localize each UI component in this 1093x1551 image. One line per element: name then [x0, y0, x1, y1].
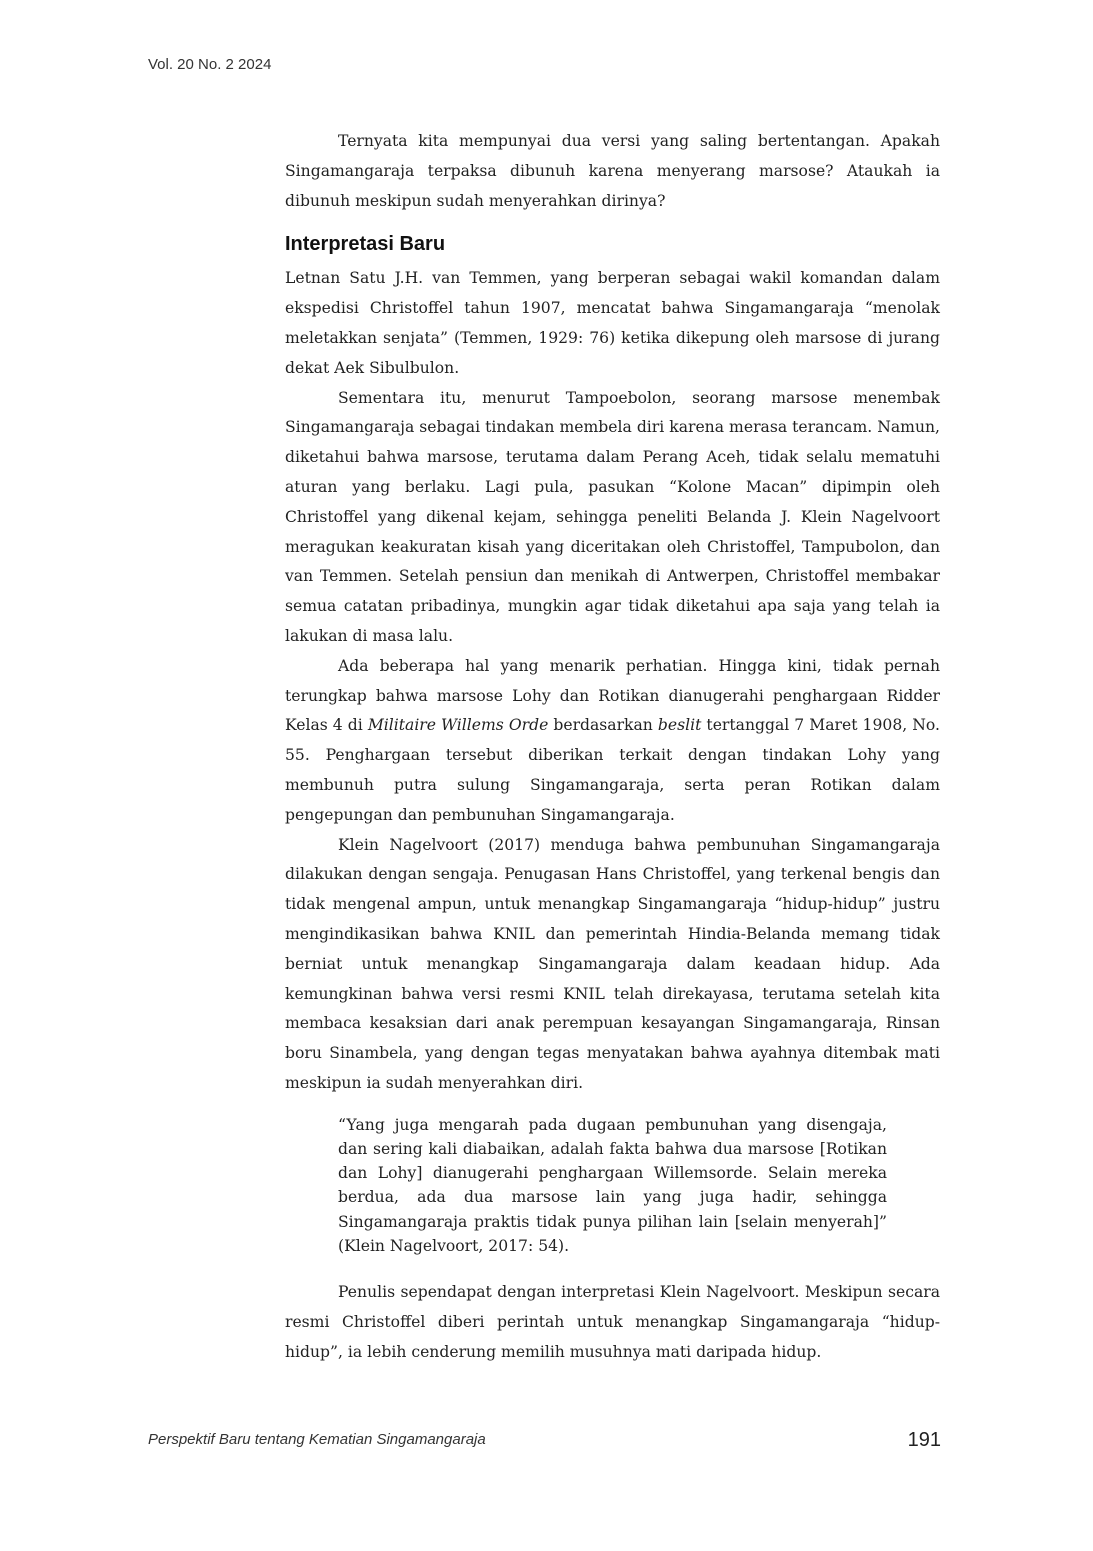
section-heading: Interpretasi Baru — [285, 233, 446, 256]
paragraph-intro: Ternyata kita mempunyai dua versi yang saling bertentangan. Apakah Singamangaraja terpaksa dibunuh karena menyerang marsose? Ataukah ia dibunuh meskipun sudah menyerahkan dirinya? — [285, 132, 940, 210]
paragraph-award-text-1: Ada beberapa hal yang menarik perhatian. Hingga kini, tidak pernah terungkap bahwa marsose Lohy dan Rotikan dianugerahi penghargaan Ridder Kelas 4 di — [285, 656, 940, 735]
article-body — [285, 127, 940, 1367]
paragraph-author-opinion: Penulis sependapat dengan interpretasi Klein Nagelvoort. Meskipun secara resmi Christoffel diberi perintah untuk menangkap Singamangaraja “hidup-hidup”, ia lebih cenderung memilih musuhnya mati daripada hidup. — [285, 1282, 940, 1361]
beslit-term: beslit — [657, 716, 702, 735]
paragraph-award-text-2: berdasarkan — [548, 716, 658, 735]
paragraph-temmen: Letnan Satu J.H. van Temmen, yang berperan sebagai wakil komandan dalam ekspedisi Christoffel tahun 1907, mencatat bahwa Singamangaraja “menolak meletakkan senjata” (Temmen, 1929: 76) ketika dikepung oleh marsose di jurang dekat Aek Sibulbulon. — [285, 269, 940, 377]
journal-volume-header: Vol. 20 No. 2 2024 — [148, 56, 272, 73]
militaire-willems-orde-term: Militaire Willems Orde — [367, 716, 549, 735]
paragraph-award-text-3: tertanggal 7 Maret 1908, No. 55. Penghargaan tersebut diberikan terkait dengan tindakan Lohy yang membunuh putra sulung Singamangaraja, serta peran Rotikan dalam pengepungan dan pembunuhan Singamangaraja. — [285, 716, 940, 824]
running-footer-title: Perspektif Baru tentang Kematian Singamangaraja — [148, 1431, 486, 1448]
page-number: 191 — [907, 1429, 941, 1451]
paragraph-award — [285, 652, 940, 831]
paragraph-nagelvoort: Klein Nagelvoort (2017) menduga bahwa pembunuhan Singamangaraja dilakukan dengan sengaja. Penugasan Hans Christoffel, yang terkenal bengis dan tidak mengenal ampun, untuk menangkap Singamangaraja “hidup-hidup” justru mengindikasikan bahwa KNIL dan pemerintah Hindia-Belanda memang tidak berniat untuk menangkap Singamangaraja dalam keadaan hidup. Ada kemungkinan bahwa versi resmi KNIL telah direkayasa, terutama setelah kita membaca kesaksian dari anak perempuan kesayangan Singamangaraja, Rinsan boru Sinambela, yang dengan tegas menyatakan bahwa ayahnya ditembak mati meskipun ia sudah menyerahkan diri. — [285, 835, 940, 1092]
paragraph-tampoebolon: Sementara itu, menurut Tampoebolon, seorang marsose menembak Singamangaraja sebagai tindakan membela diri karena merasa terancam. Namun, diketahui bahwa marsose, terutama dalam Perang Aceh, tidak selalu mematuhi aturan yang berlaku. Lagi pula, pasukan “Kolone Macan” dipimpin oleh Christoffel yang dikenal kejam, sehingga peneliti Belanda J. Klein Nagelvoort meragukan keakuratan kisah yang diceritakan oleh Christoffel, Tampubolon, dan van Temmen. Setelah pensiun dan menikah di Antwerpen, Christoffel membakar semua catatan pribadinya, mungkin agar tidak diketahui apa saja yang telah ia lakukan di masa lalu. — [285, 388, 940, 645]
block-quote: “Yang juga mengarah pada dugaan pembunuhan yang disengaja, dan sering kali diabaikan, adalah fakta bahwa dua marsose [Rotikan dan Lohy] dianugerahi penghargaan Willemsorde. Selain mereka berdua, ada dua marsose lain yang juga hadir, sehingga Singamangaraja praktis tidak punya pilihan lain [selain menyerah]” (Klein Nagelvoort, 2017: 54). — [338, 1115, 887, 1255]
